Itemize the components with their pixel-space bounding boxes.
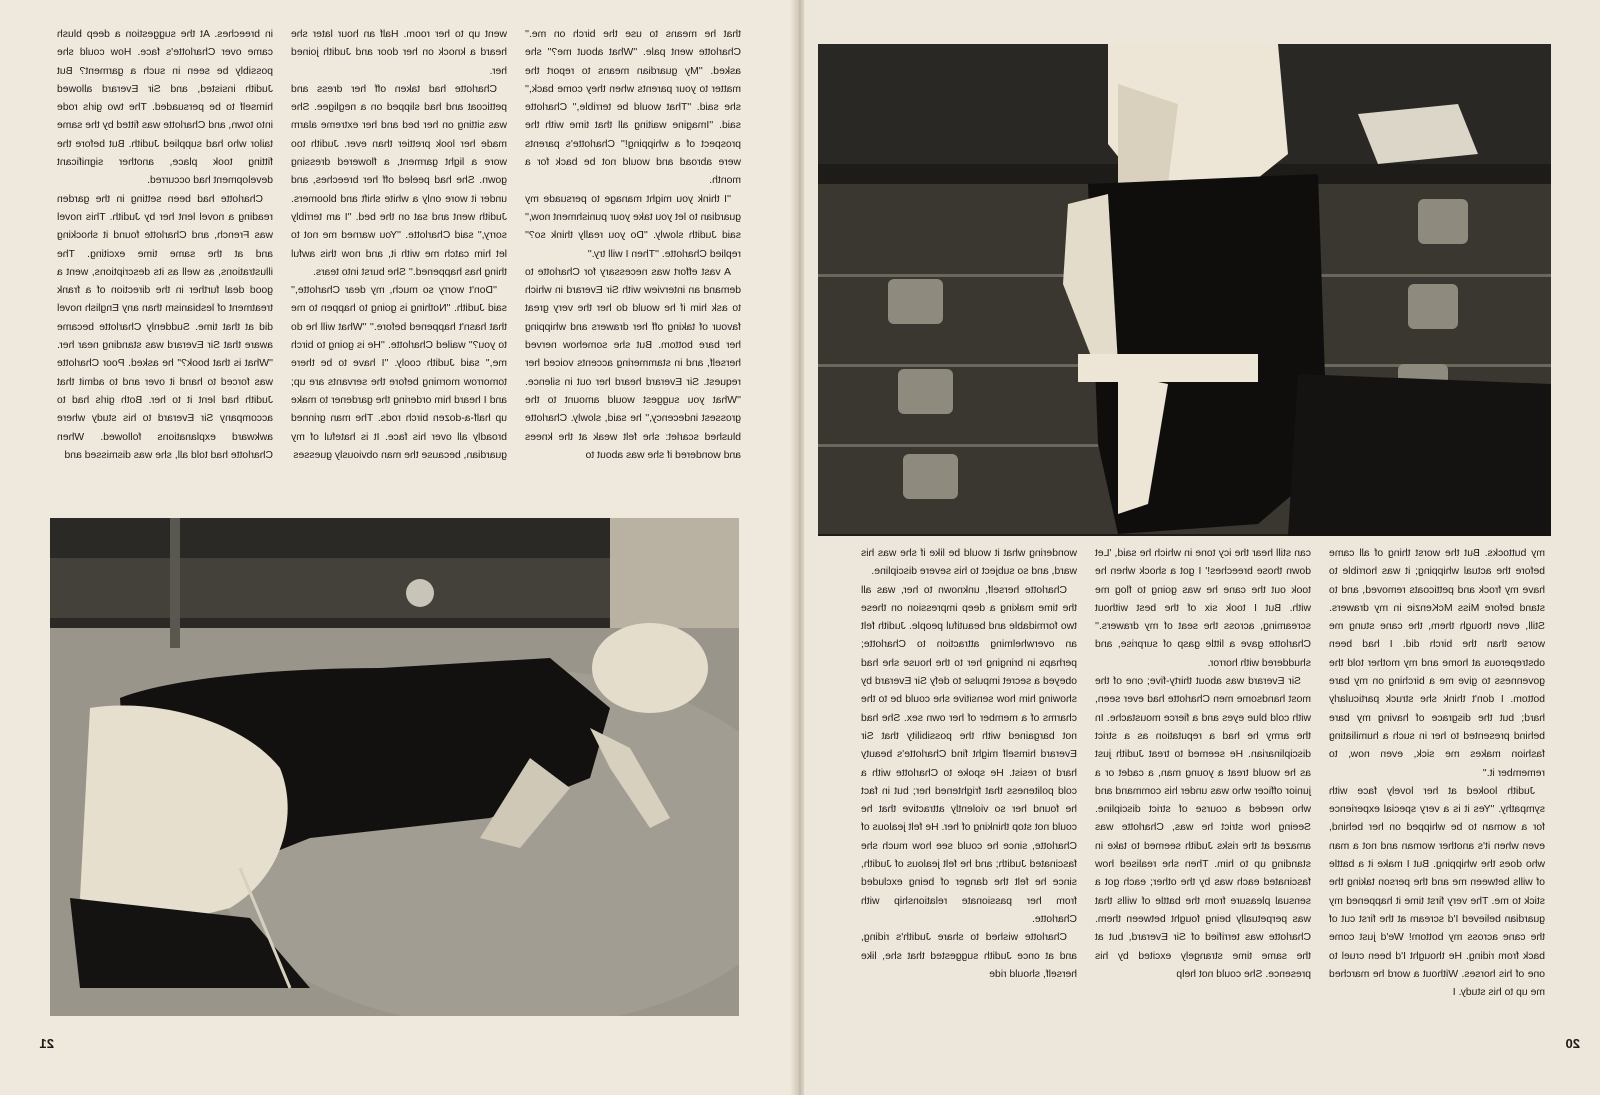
left-text-column-3	[57, 26, 273, 516]
paragraph: that he means to use the birch on me.'' Charlotte went pale. ''What about me?'' she asked. ''My guardian means to report the matter to your parents when they come back,'' she said. ''That would be terrible,'' Charlotte said. ''Imagine waiting all that time with the prospect of a whipping!'' Charlotte's parents were abroad and would not be back for a month.	[525, 29, 741, 187]
paragraph: A vast effort was necessary for Charlotte to demand an interview with Sir Everard in which to ask him if he would do her the very great favour of taking off her drawers and whipping her bare bottom. But she somehow nerved herself, and in stammering accents voiced her request. Sir Everard heard her out in silence. ''What you suggest would amount to the grossest indecency,'' he said, slowly. Charlotte blushed scarlet: she felt weak at the knees and wondered if she was about to	[525, 266, 741, 461]
paragraph: Charlotte wished to share Judith's riding, and at once Judith suggested that she, like herself, should ride	[861, 932, 1077, 980]
paragraph: in breeches. At the suggestion a deep blush came over Charlotte's face. How could she possibly be seen in such a garment? But Judith insisted, and Sir Everard allowed himself to be persuaded. The two girls rode into town, and Charlotte was fitted by the same tailor who had supplied Judith. But before the fitting took place, another significant development had occurred.	[56, 29, 273, 187]
paragraph: Judith looked at her lovely face with sympathy. ''Yes it is a very special experience for a woman to be whipped on her behind, even when it's another woman and not a man who does the whipping. But I make it a battle of wills between me and the person taking the stick to me. The very first time it happened my guardian believed I'd scream at the first cut of the cane across my bottom! We'd just come back from riding. He thought I'd been cruel to one of his horses. Without a word he marched me up to his study. I	[1329, 785, 1545, 999]
paragraph: wondering what it would be like if she was his ward, and so subject to his severe discipline.	[861, 548, 1077, 578]
paragraph: my buttocks. But the worst thing of all came before the actual whipping; it was horrible to have my frock and petticoats removed, and to stand before Miss McKenzie in my drawers. Still, even though them, the cane stung me worse than the birch did. I had been obstreperous at home and my mother told the govenness to give me a birching on my bare bottom. I don't think she struck particularly hard; but the disgrace of having my bare behind presented to her in such a humiliating fashion makes me sick, even now, to remember it.''	[1329, 548, 1545, 779]
photo-kneeling-figure	[50, 518, 739, 1016]
paragraph: Sir Everard was about thirty-five; one of the most handsome men Charlotte had ever seen, with cold blue eyes and a fierce moustache. In the army he had a reputation as a strict disciplinarian. He seemed to treat Judith just as he would treat a young man, a cadet or a junior officer who was under his command and who needed a course of strict discipline. Seeing how strict he was, Charlotte was amazed at the risks Judith seemed to take in standing up to him. Then she realised how fascinated each was by the other; each got a sensual pleasure from the battle of wills that was perpetually being fought between them. Charlotte was terrified of Sir Everard, but at the same time strangely excited by his presence. She could not help	[1095, 676, 1311, 980]
paragraph: ''I think you might manage to persuade my guardian to let you take your punishment now,'' said Judith slowly. ''Do you really think so?'' replied Charlotte. ''Then I will try.''	[525, 193, 741, 260]
paragraph: ''Don't worry so much, my dear Charlotte,'' said Judith. ''Nothing is going to happen to me that hasn't happened before.'' ''What will he do to you?'' wailed Charlotte. ''He is going to birch me,'' said Judith cooly. ''I have to be there tomorrow morning before the servants are up; and I heard him ordering the gardener to make up half-a-dozen birch rods. The man grinned broadly all over his face. It is hateful of my guardian, because the man obviously guesses	[291, 285, 507, 461]
left-text-column-2	[291, 26, 507, 516]
right-text-column-3	[861, 545, 1077, 1025]
page-number: 21	[39, 1036, 54, 1051]
paragraph: can still hear the icy tone in which he said, 'Let down those breeches!' I got a shock when he took out the cane he was going to flog me with. But I took six of the best without screaming, across the seat of my drawers.'' Charlotte gave a little gasp of surprise, and shuddered with horror.	[1095, 548, 1311, 669]
paragraph: went up to her room. Half an hour later she heard a knock on her door and Judith joined her.	[291, 29, 507, 77]
page-number: 20	[1565, 1036, 1580, 1051]
paragraph: Charlotte had been setting in the garden reading a novel lent her by Judith. This novel was French, and Charlotte found it shocking and at the same time exciting. The illustrations, as well as its descriptions, went a good deal further in the direction of a frank treatment of lesbianism than any English novel did at that time. Suddenly Charlotte became aware that Sir Everard was standing near her. ''What is that book?'' he asked. Poor Charlotte was forced to hand it over and to admit that Judith had lent it to her. Both girls had to accompany Sir Everard to his study where awkward explanations followed. When Charlotte had told all, she was dismissed and	[57, 193, 273, 461]
paragraph: Charlotte had taken off her dress and petticoat and had slipped on a negligee. She was sitting on her bed and her extreme alarm made her look prettier than ever. Judith too wore a light garment, a flowered dressing gown. She had peeled off her breeches, and under it wore only a white shift and bloomers. Judith went and sat on the bed. ''I am terribly sorry,'' said Charlotte. ''You warned me not to let him catch me with it, and now this awful thing has happened.'' She burst into tears.	[291, 83, 507, 278]
left-page	[0, 0, 796, 1095]
right-text-column-2	[1095, 545, 1311, 1025]
right-page	[804, 0, 1600, 1095]
left-text-column-1	[525, 26, 741, 516]
paragraph: Charlotte herself, unknown to her, was all the time making a deep impression on these two formidable and beautiful people. Judith felt an overwhelming attraction to Charlotte; perhaps in bringing her to the house she had obeyed a secret impulse to defy Sir Everard by showing him how sensitive she could be to the charms of a member of her own sex. She had not bargained with the possibility that Sir Everard himself might find Charlotte's beauty hard to resist. He spoke to Charlotte with a cold politeness that frightened her; but in fact he found her so violently attractive that he could not stop thinking of her. He felt jealous of Charlotte, since he could see how much she fascinated Judith; and he felt jealous of Judith, since he felt the danger of being excluded from her passionate relationship with Charlotte.	[861, 584, 1077, 925]
right-text-column-1	[1329, 545, 1545, 1025]
